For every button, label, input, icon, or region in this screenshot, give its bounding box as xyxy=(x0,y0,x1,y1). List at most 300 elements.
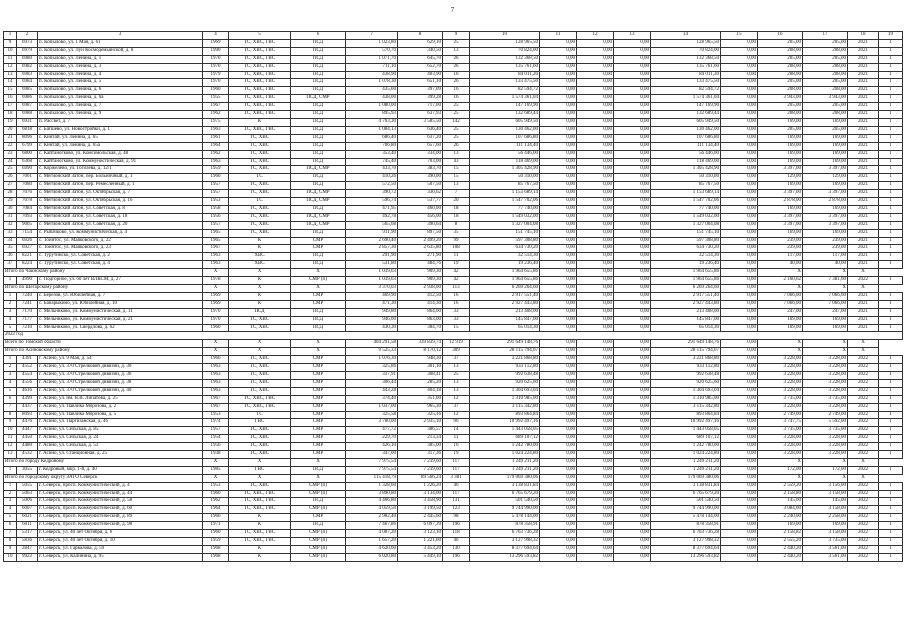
table-cell: 0,00 xyxy=(721,205,758,213)
table-cell: 0,00 xyxy=(721,174,758,182)
table-cell: с. Мегионский Затон, пер. Ремесленный, д. 1 xyxy=(38,182,203,190)
table-cell: 111 134,40 xyxy=(651,142,721,150)
table-cell: СМР xyxy=(291,395,346,403)
table-cell: 1985 xyxy=(203,466,229,474)
table-cell: 24 xyxy=(4,158,17,166)
table-cell: 13 xyxy=(443,364,470,372)
table-cell: 0,00 xyxy=(540,174,577,182)
table-cell: 1 xyxy=(879,237,903,245)
table-cell: 208,00 xyxy=(758,111,803,119)
table-cell: 0,00 xyxy=(614,379,651,387)
table-cell: 3 158,00 xyxy=(803,530,848,538)
table-cell: СМР xyxy=(291,427,346,435)
table-cell: 147 169,90 xyxy=(651,103,721,111)
table-cell: 0,00 xyxy=(577,371,614,379)
table-cell: 1 039,63 xyxy=(346,277,398,285)
summary-label-cell: Итого по городскому округу ЗАТО Северск xyxy=(4,474,203,482)
table-cell: 0,00 xyxy=(614,126,651,134)
table-cell: 2021 xyxy=(848,213,879,221)
summary-row xyxy=(4,269,903,277)
table-cell: 12 xyxy=(443,395,470,403)
table-cell: 2 917 551,40 xyxy=(470,292,540,300)
table-cell: 0,00 xyxy=(614,427,651,435)
table-cell: 0,00 xyxy=(614,237,651,245)
table-cell: п. Копылово, ул. Ленина, д. 1 xyxy=(38,55,203,63)
table-cell: 6 097,39 xyxy=(398,522,443,530)
table-cell: 2021 xyxy=(848,103,879,111)
table-cell: г. Северск, просп. Коммунистический, д. 4 xyxy=(38,482,203,490)
year-label-cell: 2022 год xyxy=(4,332,903,340)
table-cell: 1 153 689,14 xyxy=(470,190,540,198)
table-cell: 3 735,00 xyxy=(758,427,803,435)
table-cell: 893 864,84 xyxy=(470,411,540,419)
table-cell: 0,00 xyxy=(614,118,651,126)
table-cell: 7 239,60 xyxy=(398,458,443,466)
column-number-cell: 14 xyxy=(651,32,721,40)
table-cell: 0,00 xyxy=(577,530,614,538)
table-cell: 1960 xyxy=(203,324,229,332)
table-cell: 301,10 xyxy=(398,364,443,372)
table-cell: 205,00 xyxy=(803,103,848,111)
table-cell: 9005 xyxy=(17,221,38,229)
table-cell: 1962 xyxy=(203,498,229,506)
summary-label-cell: Итого по Асиновскому району xyxy=(4,348,203,356)
table-row xyxy=(4,395,903,403)
table-cell: с. Тоинтос, ул. Маяковского, д. 22 xyxy=(38,237,203,245)
table-cell: 0,00 xyxy=(614,269,651,277)
table-cell: 0,00 xyxy=(721,387,758,395)
table-cell: 1964 xyxy=(203,142,229,150)
table-row xyxy=(4,253,903,261)
table-cell: 325,16 xyxy=(398,411,443,419)
table-cell: 5055 xyxy=(17,482,38,490)
table-cell: 0,00 xyxy=(540,387,577,395)
table-cell: ПСД xyxy=(291,55,346,63)
table-cell: 1965 xyxy=(203,229,229,237)
table-cell: 0,00 xyxy=(577,158,614,166)
table-cell: 0,00 xyxy=(577,198,614,206)
table-cell: 6818 xyxy=(17,126,38,134)
table-cell: 0,00 xyxy=(540,166,577,174)
table-cell: 239,00 xyxy=(803,237,848,245)
table-cell: 0,00 xyxy=(721,427,758,435)
table-cell: 0,00 xyxy=(540,221,577,229)
table-cell: 1 964 655,86 xyxy=(651,277,721,285)
table-cell: 0,00 xyxy=(577,118,614,126)
table-cell: 3 156,00 xyxy=(803,482,848,490)
table-cell: с. Турутинско, ул. Советская, д. 4 xyxy=(38,261,203,269)
table-cell: 32 514,30 xyxy=(470,253,540,261)
table-row xyxy=(4,134,903,142)
table-cell: 205,00 xyxy=(758,55,803,63)
table-row xyxy=(4,553,903,561)
table-cell: 6986 xyxy=(17,95,38,103)
table-cell: 129,00 xyxy=(758,174,803,182)
table-cell: 25 xyxy=(443,103,470,111)
table-cell: 3 585,50 xyxy=(398,118,443,126)
table-cell: 0,00 xyxy=(540,71,577,79)
table-cell: 0,00 xyxy=(721,111,758,119)
table-cell: 205,00 xyxy=(803,39,848,47)
table-cell: 1953 xyxy=(203,411,229,419)
table-cell: 2021 xyxy=(848,221,879,229)
table-cell: 4 466,80 xyxy=(346,498,398,506)
table-cell: 2 xyxy=(4,300,17,308)
table-cell: ТС, ХВС xyxy=(229,435,291,443)
table-cell: 0,00 xyxy=(540,419,577,427)
table-cell: 1 xyxy=(879,63,903,71)
table-cell: 13 xyxy=(443,387,470,395)
table-cell: 22 xyxy=(4,142,17,150)
table-cell: 1 xyxy=(4,277,17,285)
table-cell: 5317 xyxy=(17,530,38,538)
table-body xyxy=(4,32,903,562)
table-row xyxy=(4,95,903,103)
table-cell: 172,00 xyxy=(803,466,848,474)
table-cell: ТС, ХВС, ГВС xyxy=(229,506,291,514)
table-cell: 637,20 xyxy=(398,134,443,142)
table-row xyxy=(4,39,903,47)
table-cell: 0,00 xyxy=(577,308,614,316)
table-cell: 1 657,20 xyxy=(346,538,398,546)
table-cell: п. Копылово, ул. Ленина, д. 7 xyxy=(38,103,203,111)
table-cell: СМР xyxy=(291,443,346,451)
table-cell: 949,80 xyxy=(346,308,398,316)
table-cell: 7078 xyxy=(17,198,38,206)
table-cell: 2021 xyxy=(848,253,879,261)
table-cell: 11 xyxy=(4,55,17,63)
table-cell: 50 310,00 xyxy=(651,174,721,182)
table-cell: X xyxy=(291,269,346,277)
table-cell: 0,00 xyxy=(540,403,577,411)
table-cell: 108 xyxy=(443,245,470,253)
table-cell: ТС, ХВС xyxy=(229,229,291,237)
table-cell: ПСД xyxy=(291,134,346,142)
table-cell: 0,00 xyxy=(614,63,651,71)
table-cell: 2021 xyxy=(848,95,879,103)
table-cell: 0,00 xyxy=(577,364,614,372)
table-cell: 0,00 xyxy=(721,166,758,174)
table-cell: 0,00 xyxy=(577,55,614,63)
table-cell: 13 xyxy=(443,47,470,55)
table-cell: X xyxy=(758,340,803,348)
table-cell: 565,68 xyxy=(346,221,398,229)
table-cell: 4556 xyxy=(17,379,38,387)
table-cell: 2 917 551,40 xyxy=(651,292,721,300)
table-cell: 1968 xyxy=(203,553,229,561)
table-cell: п. Копылово, ул. Ленина, д. 6 xyxy=(38,87,203,95)
table-cell: 2 690,40 xyxy=(346,237,398,245)
table-cell: СМР (п) xyxy=(291,553,346,561)
table-cell: 0,00 xyxy=(540,292,577,300)
table-cell: 1960 xyxy=(203,530,229,538)
table-cell: 3 228,00 xyxy=(803,443,848,451)
table-cell: X xyxy=(848,269,879,277)
table-cell: 1 328,60 xyxy=(346,482,398,490)
table-cell: 6 020,80 xyxy=(346,553,398,561)
table-cell: 0,00 xyxy=(577,395,614,403)
table-cell: 2 749,00 xyxy=(758,411,803,419)
table-cell: ТС, ХВС xyxy=(229,324,291,332)
table-cell: 0,00 xyxy=(614,348,651,356)
table-cell: 2022 xyxy=(848,277,879,285)
table-cell: 7170 xyxy=(17,308,38,316)
table-cell: ТС, ХВС xyxy=(229,182,291,190)
table-cell: 117 xyxy=(443,466,470,474)
table-cell: ТС, ХВС xyxy=(229,205,291,213)
table-cell: 351,00 xyxy=(398,395,443,403)
table-cell: 0,00 xyxy=(614,451,651,459)
table-cell: ПСД xyxy=(291,229,346,237)
column-number-row xyxy=(4,32,903,40)
table-cell: 19 xyxy=(443,451,470,459)
table-cell: 1 310 985,00 xyxy=(651,395,721,403)
summary-row xyxy=(4,340,903,348)
table-cell: 3 115 342,80 xyxy=(651,403,721,411)
table-cell: 1 242 780,00 xyxy=(470,443,540,451)
table-cell: 2021 xyxy=(848,198,879,206)
table-cell: К xyxy=(229,237,291,245)
table-cell: ТС, ХВС xyxy=(229,166,291,174)
table-cell: 145,00 xyxy=(758,498,803,506)
table-cell: 3 228,00 xyxy=(803,387,848,395)
table-cell: 1969 xyxy=(203,300,229,308)
table-cell: 4554 xyxy=(17,371,38,379)
table-cell: ТС, ХВС xyxy=(229,142,291,150)
table-cell: 2022 xyxy=(848,545,879,553)
table-cell: 0,00 xyxy=(721,482,758,490)
table-cell: 492,78 xyxy=(346,213,398,221)
table-cell: 169,00 xyxy=(758,150,803,158)
table-cell: 8224 xyxy=(17,261,38,269)
table-cell: 629,10 xyxy=(398,39,443,47)
table-cell: 205,00 xyxy=(758,39,803,47)
table-cell: 2 878,00 xyxy=(803,198,848,206)
table-cell: 3 228,00 xyxy=(758,451,803,459)
table-cell: 1 xyxy=(879,174,903,182)
table-cell: 3 397,00 xyxy=(803,213,848,221)
table-cell: 2022 xyxy=(848,451,879,459)
table-cell: 330,62 xyxy=(398,190,443,198)
table-cell: 6 763 736,28 xyxy=(470,530,540,538)
table-cell: 98 xyxy=(443,514,470,522)
table-cell: 16 xyxy=(443,300,470,308)
table-cell: 1 xyxy=(879,103,903,111)
table-cell: 1 242 780,00 xyxy=(651,443,721,451)
table-cell: 130 462,00 xyxy=(651,126,721,134)
table-cell: 0,00 xyxy=(577,142,614,150)
table-cell: 0,00 xyxy=(540,498,577,506)
table-cell: 7093 xyxy=(17,213,38,221)
table-cell: 172,00 xyxy=(758,466,803,474)
table-cell: ТС, ХВС, ГВС xyxy=(229,55,291,63)
table-cell: 4391 xyxy=(17,356,38,364)
table-row xyxy=(4,419,903,427)
table-cell: X xyxy=(229,340,291,348)
table-cell: 208,00 xyxy=(758,63,803,71)
table-cell: 213 408,00 xyxy=(651,308,721,316)
table-cell: 0,00 xyxy=(614,142,651,150)
table-cell: 0,00 xyxy=(614,47,651,55)
summary-label-cell: Итого по Шегарскому району xyxy=(4,285,203,293)
table-cell: 1 xyxy=(879,142,903,150)
table-cell: с. Коржелево, ул. Гоголева, д. 12/1 xyxy=(38,166,203,174)
table-cell: X xyxy=(803,285,848,293)
table-cell: ПСД xyxy=(291,142,346,150)
table-cell: 25 xyxy=(443,111,470,119)
table-cell: 9 744 990,00 xyxy=(651,506,721,514)
table-cell: 6 269 264,60 xyxy=(470,285,540,293)
table-cell: 0,00 xyxy=(540,111,577,119)
table-cell: 3 453,20 xyxy=(398,545,443,553)
table-cell: X xyxy=(291,340,346,348)
table-cell: 2022 xyxy=(848,498,879,506)
table-cell: 169,00 xyxy=(758,522,803,530)
table-cell: 25 xyxy=(443,126,470,134)
table-cell: 430,30 xyxy=(346,324,398,332)
table-cell: 0,00 xyxy=(540,79,577,87)
table-cell: с. Батшево, ул. Новостройки, д. 1 xyxy=(38,126,203,134)
table-cell: 0,00 xyxy=(540,435,577,443)
column-number-cell: 13 xyxy=(614,32,651,40)
table-cell: 6988 xyxy=(17,111,38,119)
table-cell: 1 549 032,00 xyxy=(470,213,540,221)
table-cell: 8 xyxy=(4,538,17,546)
table-cell: 1 327 004,08 xyxy=(470,221,540,229)
table-cell: 1 xyxy=(879,387,903,395)
table-cell: СМР xyxy=(291,451,346,459)
table-cell: 247,00 xyxy=(803,308,848,316)
table-cell: 390,72 xyxy=(346,190,398,198)
table-cell: 2022 xyxy=(848,490,879,498)
table-cell: 169,00 xyxy=(803,229,848,237)
table-cell: 1 071,70 xyxy=(346,55,398,63)
table-cell: 0,00 xyxy=(540,118,577,126)
table-cell: 0,00 xyxy=(540,205,577,213)
table-cell: 2022 xyxy=(848,403,879,411)
table-cell: 1 xyxy=(879,411,903,419)
table-cell: 433,70 xyxy=(346,166,398,174)
table-cell: 19 236,40 xyxy=(470,261,540,269)
table-cell: 0,00 xyxy=(721,490,758,498)
table-cell: ПСД xyxy=(291,39,346,47)
table-cell: г. Северск, ул. 40 лет Октября, д. 6 xyxy=(38,530,203,538)
table-cell: 374,40 xyxy=(346,395,398,403)
table-cell: 1953 xyxy=(203,482,229,490)
table-cell: 2022 xyxy=(848,553,879,561)
table-cell: 0,00 xyxy=(540,545,577,553)
table-cell: 26 xyxy=(443,63,470,71)
table-cell: 1957 xyxy=(203,427,229,435)
table-cell: 1 xyxy=(4,466,17,474)
table-cell: 1 078,30 xyxy=(346,79,398,87)
table-cell: ТС xyxy=(229,198,291,206)
table-cell: 40,00 xyxy=(758,261,803,269)
table-cell: 1 xyxy=(879,522,903,530)
table-cell: ТС, ХВС xyxy=(229,316,291,324)
table-cell: 13 xyxy=(4,71,17,79)
table-cell: 386,57 xyxy=(398,427,443,435)
table-cell: 3 084,00 xyxy=(758,506,803,514)
table-cell: 2021 xyxy=(848,150,879,158)
table-cell: 2022 xyxy=(848,371,879,379)
table-cell: 0,00 xyxy=(540,506,577,514)
column-number-cell: 15 xyxy=(721,32,758,40)
table-row xyxy=(4,198,903,206)
table-cell: 1 xyxy=(879,356,903,364)
table-cell: 1 084,13 xyxy=(346,126,398,134)
table-cell: ТС, ХВС xyxy=(229,190,291,198)
table-cell: 537,77 xyxy=(398,198,443,206)
table-cell: 118 469,00 xyxy=(651,158,721,166)
table-cell: 0,00 xyxy=(614,371,651,379)
table-cell: 0,00 xyxy=(577,356,614,364)
table-cell: 4480 xyxy=(17,443,38,451)
table-cell: ТС xyxy=(229,174,291,182)
table-cell: ПСД xyxy=(291,498,346,506)
table-cell: 2021 xyxy=(848,142,879,150)
table-cell: 1958 xyxy=(203,205,229,213)
table-cell: 404 291,58 xyxy=(346,340,398,348)
table-cell: 8 xyxy=(443,221,470,229)
table-row xyxy=(4,300,903,308)
table-cell: с. Тоинтос, ул. Маяковского, д. 23 xyxy=(38,245,203,253)
table-cell: 0,00 xyxy=(577,182,614,190)
table-cell: 14 xyxy=(443,427,470,435)
table-cell: г. Асино, ул. 370 Стрелковой дивизии, д. 30 xyxy=(38,364,203,372)
table-cell: 0,00 xyxy=(721,71,758,79)
table-cell: 477,72 xyxy=(346,427,398,435)
table-cell: 0,00 xyxy=(577,435,614,443)
table-cell: п. Копылово, ул. Ленина, д. 9 xyxy=(38,111,203,119)
table-cell: с. Мельниково, ул. Коммунистическая, д. 21 xyxy=(38,316,203,324)
table-cell: п. Копылово, ул. 1 Мая, д. 61 xyxy=(38,39,203,47)
table-cell: 0,00 xyxy=(540,379,577,387)
table-cell: 28 115 794,07 xyxy=(651,348,721,356)
table-cell: 1990 xyxy=(203,47,229,55)
table-cell: 2022 xyxy=(848,530,879,538)
table-cell: 1 xyxy=(879,371,903,379)
table-cell: 1965 xyxy=(203,237,229,245)
table-row xyxy=(4,150,903,158)
table-cell: 2022 xyxy=(848,443,879,451)
table-cell: 132 368,50 xyxy=(470,55,540,63)
table-cell: 2 xyxy=(4,364,17,372)
table-cell: 2022 xyxy=(848,379,879,387)
table-cell: 5 449,10 xyxy=(398,553,443,561)
column-number-cell: 8 xyxy=(398,32,443,40)
table-cell: 6 xyxy=(4,522,17,530)
table-cell: 1967 xyxy=(203,403,229,411)
table-cell: 2 559,20 xyxy=(758,482,803,490)
table-cell: 0,00 xyxy=(614,443,651,451)
table-cell: 85 767,50 xyxy=(470,182,540,190)
table-cell: 33 xyxy=(4,229,17,237)
table-cell: 946,00 xyxy=(346,316,398,324)
table-cell: 15 xyxy=(4,87,17,95)
table-cell: ТС, ХВС, ГВС xyxy=(229,530,291,538)
table-cell: 1963 xyxy=(203,364,229,372)
table-cell: 208,00 xyxy=(803,87,848,95)
table-cell: 291,90 xyxy=(346,253,398,261)
table-cell: 133 475,50 xyxy=(470,79,540,87)
table-cell: 2021 xyxy=(848,47,879,55)
table-cell: 1 xyxy=(879,111,903,119)
table-cell: 0,00 xyxy=(540,229,577,237)
table-cell: 1 xyxy=(879,245,903,253)
table-cell: 118 469,00 xyxy=(470,158,540,166)
table-cell: 18 xyxy=(443,213,470,221)
